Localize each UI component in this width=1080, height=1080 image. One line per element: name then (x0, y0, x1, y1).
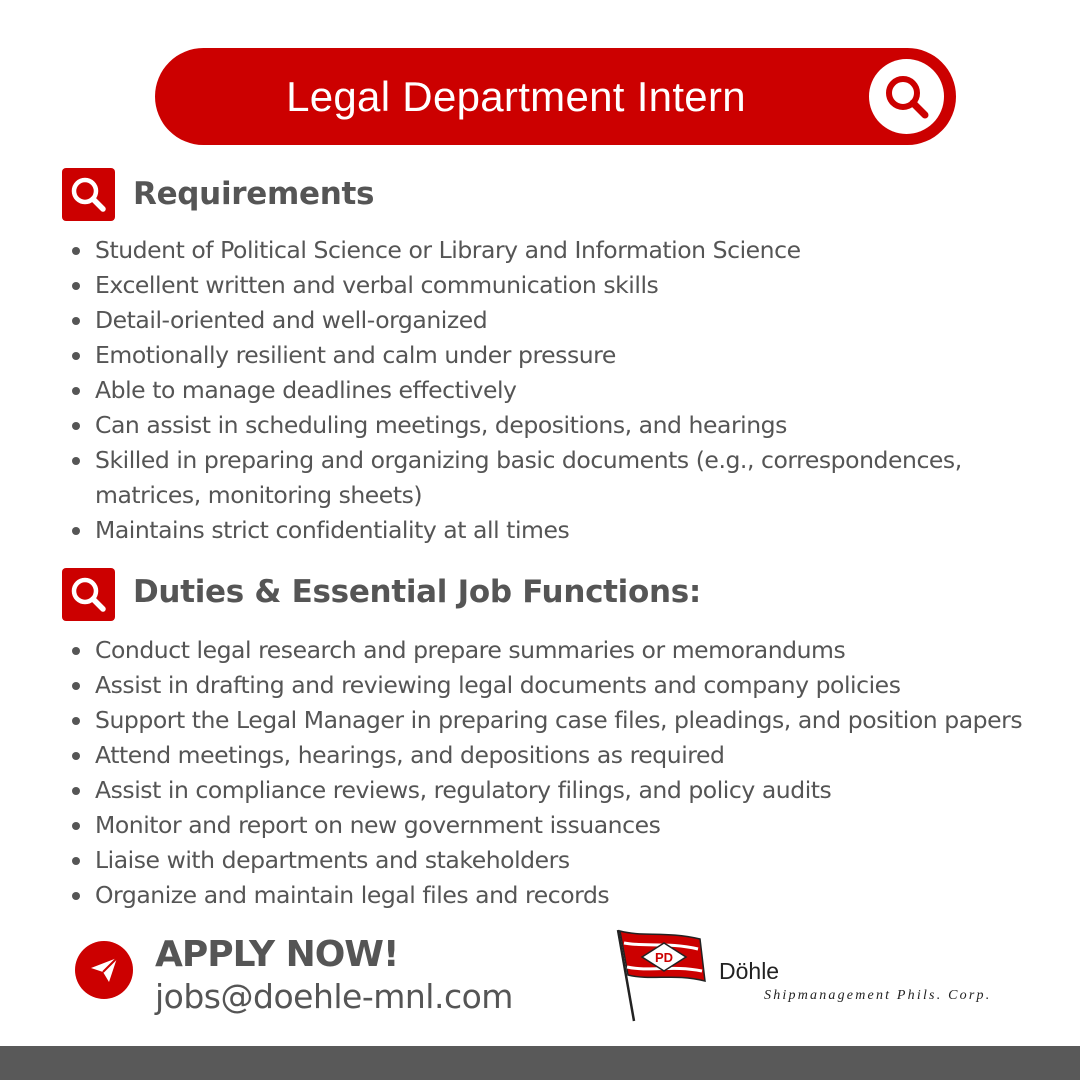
logo-subtitle: Shipmanagement Phils. Corp. (764, 988, 992, 1003)
search-icon (62, 568, 115, 621)
list-item: Skilled in preparing and organizing basic documents (e.g., correspondences, matrices, monitoring sheets) (70, 443, 1040, 513)
duties-list (70, 633, 1040, 913)
list-item: Assist in drafting and reviewing legal documents and company policies (70, 668, 1040, 703)
search-icon (62, 168, 115, 221)
list-item: Liaise with departments and stakeholders (70, 843, 1040, 878)
search-icon (869, 59, 944, 134)
requirements-heading: Requirements (133, 176, 375, 212)
list-item: Conduct legal research and prepare summaries or memorandums (70, 633, 1040, 668)
list-item: Maintains strict confidentiality at all times (70, 513, 1040, 548)
list-item: Student of Political Science or Library and Information Science (70, 233, 1040, 268)
logo-name: Döhle (719, 958, 780, 984)
apply-now-label: APPLY NOW! (155, 934, 399, 975)
flag-label: PD (654, 950, 674, 965)
title-banner (155, 48, 956, 145)
list-item: Excellent written and verbal communication skills (70, 268, 1040, 303)
list-item: Emotionally resilient and calm under pressure (70, 338, 1040, 373)
list-item: Organize and maintain legal files and records (70, 878, 1040, 913)
list-item: Monitor and report on new government issuances (70, 808, 1040, 843)
page-title: Legal Department Intern (286, 73, 746, 120)
company-logo (612, 925, 1032, 1025)
flag-icon (612, 925, 712, 1025)
list-item: Attend meetings, hearings, and depositions as required (70, 738, 1040, 773)
apply-email-link[interactable]: jobs@doehle-mnl.com (155, 977, 513, 1016)
duties-heading: Duties & Essential Job Functions: (133, 574, 702, 610)
list-item: Detail-oriented and well-organized (70, 303, 1040, 338)
list-item: Can assist in scheduling meetings, depositions, and hearings (70, 408, 1040, 443)
requirements-list (70, 233, 1040, 548)
list-item: Able to manage deadlines effectively (70, 373, 1040, 408)
list-item: Assist in compliance reviews, regulatory filings, and policy audits (70, 773, 1040, 808)
paper-plane-icon (75, 941, 133, 999)
list-item: Support the Legal Manager in preparing case files, pleadings, and position papers (70, 703, 1040, 738)
footer-bar (0, 1046, 1080, 1080)
